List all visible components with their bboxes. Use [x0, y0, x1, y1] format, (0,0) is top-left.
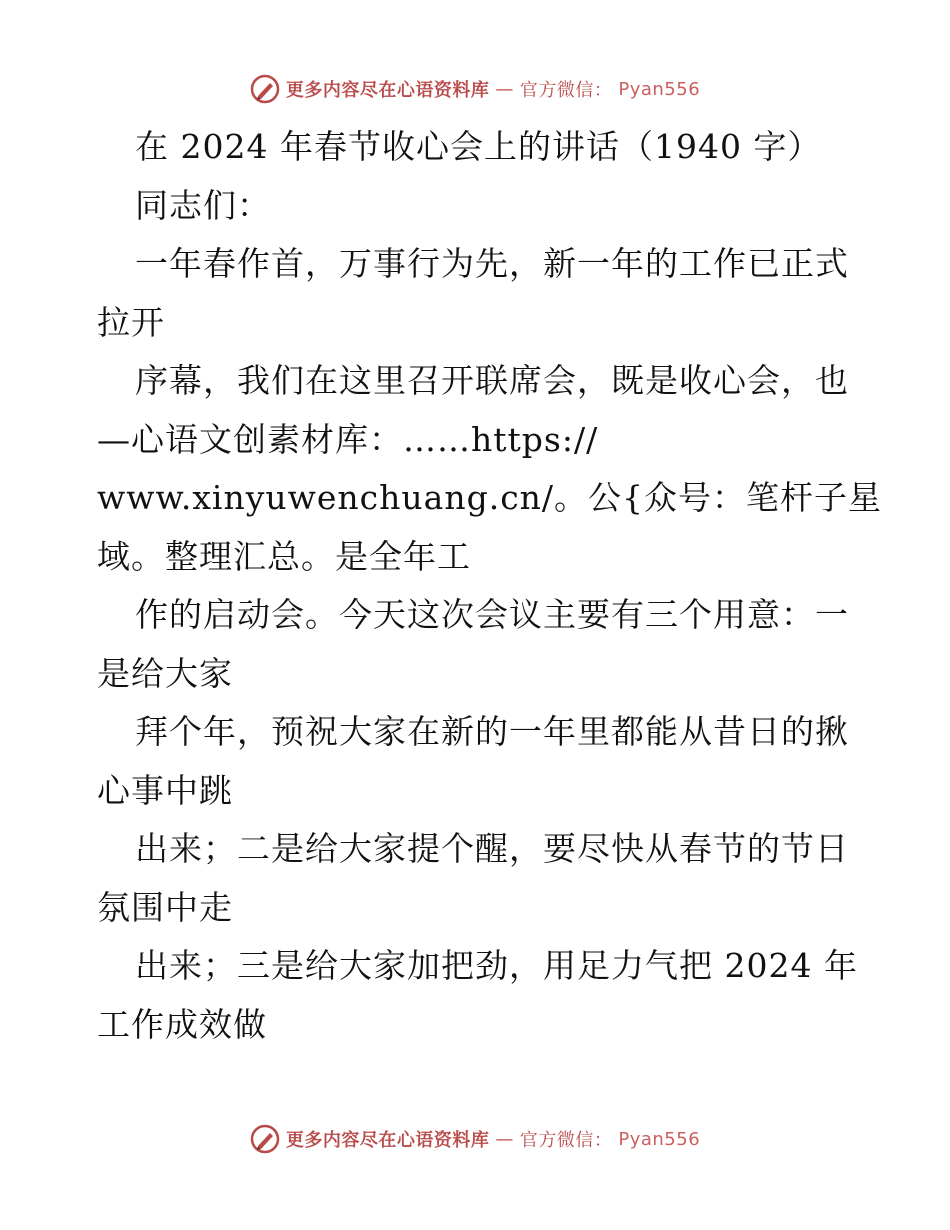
watermark-text: 更多内容尽在心语资料库	[285, 1130, 490, 1151]
watermark-separator: —	[495, 1128, 514, 1150]
paragraph-line: —心语文创素材库：……https://	[97, 419, 599, 459]
pen-logo-icon	[250, 74, 280, 104]
paragraph-line: 拜个年，预祝大家在新的一年里都能从昔日的揪	[135, 712, 849, 751]
paragraph-line: 氛围中走	[97, 887, 233, 927]
paragraph-line: 拉开	[97, 302, 165, 342]
watermark-label: 官方微信：	[519, 1130, 613, 1151]
header-watermark	[0, 74, 950, 104]
paragraph-line: 心事中跳	[97, 770, 233, 810]
document-title: 在 2024 年春节收心会上的讲话（1940 字）	[135, 127, 822, 166]
paragraph-line: 作的启动会。今天这次会议主要有三个用意：一	[135, 595, 849, 634]
watermark-wechat-id: Pyan556	[618, 1128, 701, 1150]
footer-watermark	[0, 1124, 950, 1154]
paragraph-line: 域。整理汇总。是全年工	[97, 536, 471, 576]
paragraph-line: 出来；三是给大家加把劲，用足力气把 2024 年	[135, 946, 858, 985]
paragraph-line: 一年春作首，万事行为先，新一年的工作已正式	[135, 244, 849, 283]
watermark-separator: —	[495, 78, 514, 100]
watermark-text: 更多内容尽在心语资料库	[285, 80, 490, 101]
paragraph-line: 序幕，我们在这里召开联席会，既是收心会，也	[135, 361, 849, 400]
watermark-label: 官方微信：	[519, 80, 613, 101]
paragraph-line: 出来；二是给大家提个醒，要尽快从春节的节日	[135, 829, 849, 868]
paragraph-line: 工作成效做	[97, 1004, 267, 1044]
watermark-wechat-id: Pyan556	[618, 78, 701, 100]
paragraph-line: www.xinyuwenchuang.cn/。公{众号：笔杆子星	[97, 478, 883, 517]
salutation: 同志们：	[135, 185, 271, 225]
paragraph-line: 是给大家	[97, 653, 233, 693]
pen-logo-icon	[250, 1124, 280, 1154]
document-body	[97, 118, 883, 1054]
